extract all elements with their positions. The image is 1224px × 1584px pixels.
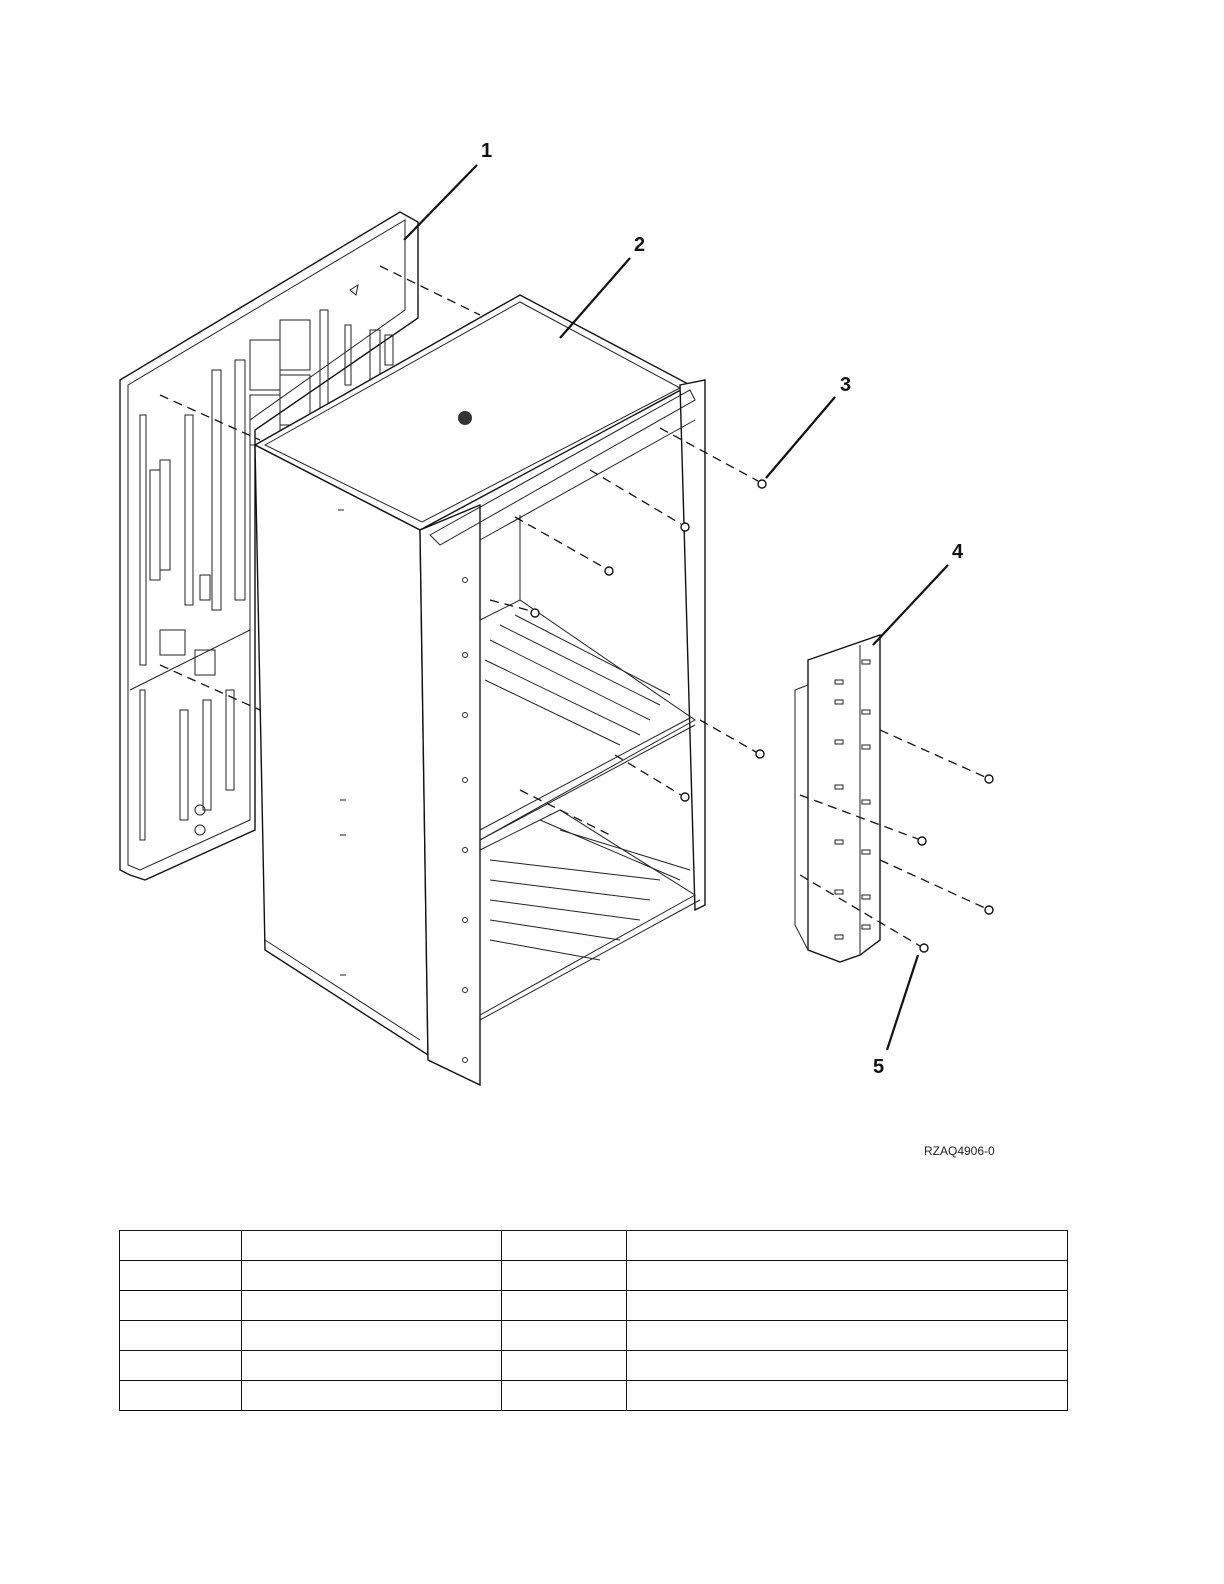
table-cell [242, 1261, 502, 1291]
card-cage [255, 295, 705, 1085]
callout-5-label: 5 [873, 1056, 885, 1078]
callout-4-label: 4 [952, 541, 964, 563]
table-cell [120, 1351, 242, 1381]
table-cell [627, 1261, 1068, 1291]
table-cell [627, 1231, 1068, 1261]
table-row [120, 1231, 1068, 1261]
table-row [120, 1261, 1068, 1291]
table-cell [502, 1351, 627, 1381]
table-row [120, 1321, 1068, 1351]
table-cell [627, 1321, 1068, 1351]
table-cell [120, 1381, 242, 1411]
table-row [120, 1291, 1068, 1321]
table-cell [627, 1381, 1068, 1411]
table-cell [502, 1381, 627, 1411]
table-cell [242, 1381, 502, 1411]
table-cell [502, 1291, 627, 1321]
parts-list-table [119, 1230, 1068, 1411]
table-cell [120, 1231, 242, 1261]
table-cell [120, 1291, 242, 1321]
table-cell [502, 1231, 627, 1261]
table-cell [242, 1291, 502, 1321]
table-cell [502, 1321, 627, 1351]
table-cell [627, 1291, 1068, 1321]
table-cell [120, 1321, 242, 1351]
table-cell [242, 1351, 502, 1381]
table-row [120, 1351, 1068, 1381]
callout-2-label: 2 [634, 234, 646, 256]
table-cell [242, 1321, 502, 1351]
table-cell [502, 1261, 627, 1291]
callout-1-label: 1 [481, 140, 493, 162]
table-row [120, 1381, 1068, 1411]
table-cell [627, 1351, 1068, 1381]
table-cell [242, 1231, 502, 1261]
callout-3-label: 3 [840, 374, 852, 396]
table-cell [120, 1261, 242, 1291]
figure-identifier: RZAQ4906-0 [924, 1144, 995, 1158]
